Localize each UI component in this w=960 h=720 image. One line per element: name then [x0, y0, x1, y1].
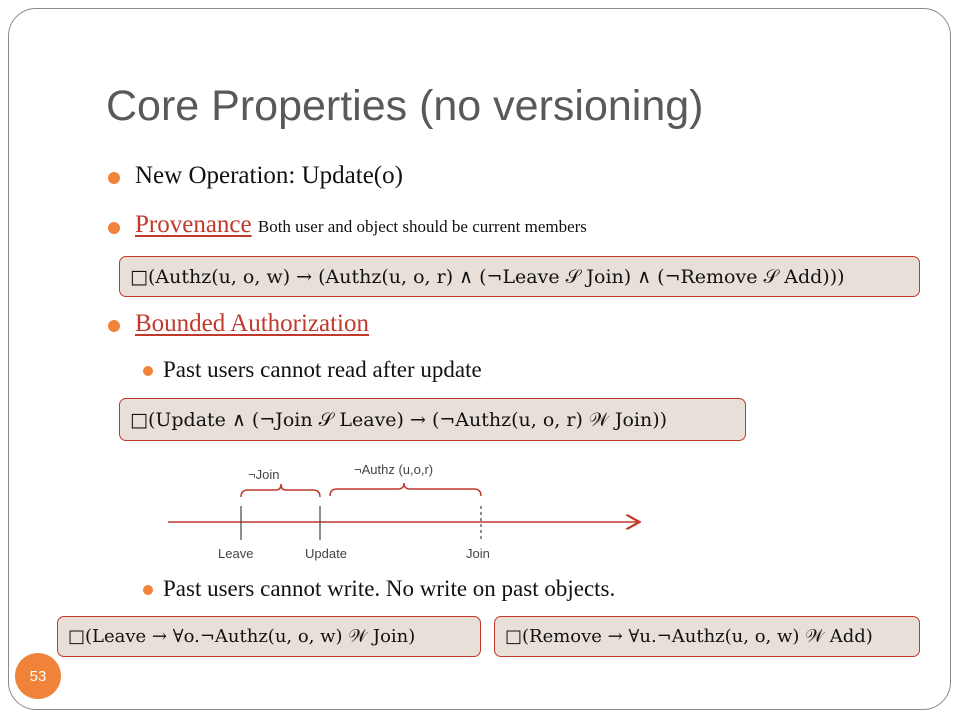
sub-bullet-dot	[143, 585, 153, 595]
bounded-formula: □(Update ∧ (¬Join 𝒮 Leave) → (¬Authz(u, o, r) 𝒲 Join))	[119, 398, 746, 441]
event-label-join: Join	[466, 546, 490, 561]
slide-number-badge: 53	[15, 653, 61, 699]
bounded-authorization-link[interactable]: Bounded Authorization	[135, 310, 369, 337]
brace-not-join	[241, 484, 320, 497]
event-label-leave: Leave	[218, 546, 254, 561]
brace-label-not-join: ¬Join	[248, 467, 280, 482]
event-label-update: Update	[305, 546, 347, 561]
provenance-link[interactable]: Provenance	[135, 211, 252, 238]
provenance-formula: □(Authz(u, o, w) → (Authz(u, o, r) ∧ (¬Leave 𝒮 Join) ∧ (¬Remove 𝒮 Add)))	[119, 256, 920, 297]
brace-not-authz	[330, 483, 481, 496]
provenance-text: Both user and object should be current members	[257, 217, 587, 236]
bullet-new-operation: New Operation: Update(o)	[135, 162, 403, 189]
remove-formula: □(Remove → ∀u.¬Authz(u, o, w) 𝒲 Add)	[494, 616, 920, 657]
brace-label-not-authz: ¬Authz (u,o,r)	[354, 462, 434, 477]
sub-bullet-past-write: Past users cannot write. No write on past objects.	[163, 576, 616, 601]
leave-formula: □(Leave → ∀o.¬Authz(u, o, w) 𝒲 Join)	[57, 616, 481, 657]
slide-title: Core Properties (no versioning)	[106, 82, 704, 130]
sub-bullet-past-read: Past users cannot read after update	[163, 357, 482, 382]
